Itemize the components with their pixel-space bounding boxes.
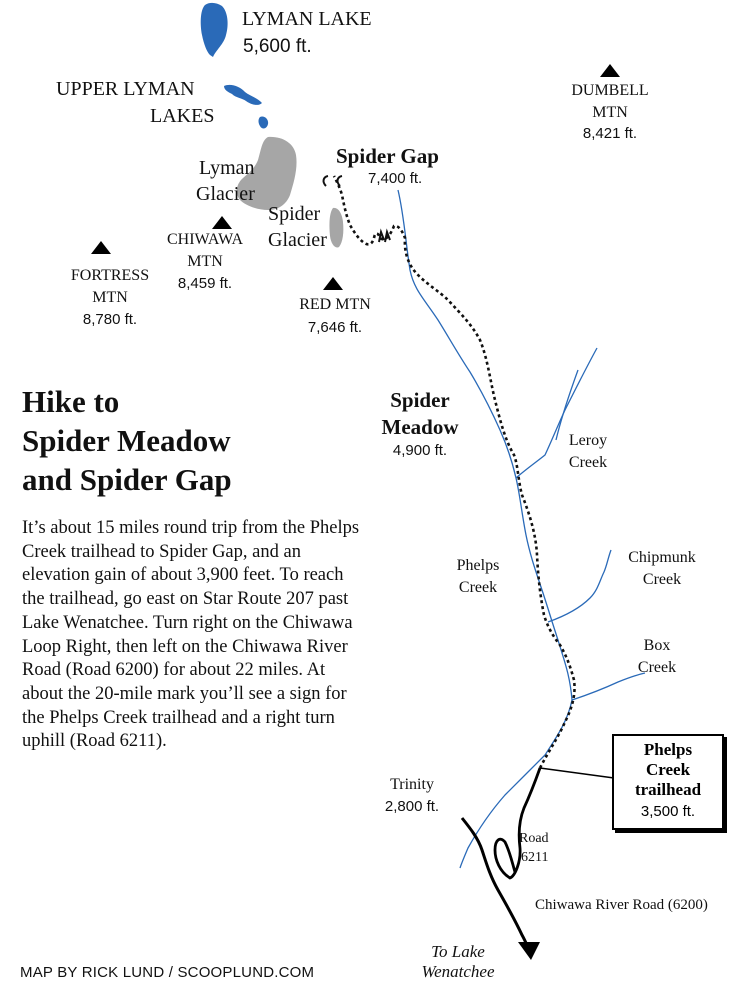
chiwawa-label-2: MTN bbox=[187, 253, 223, 270]
trailhead-label-3: trailhead bbox=[634, 780, 702, 799]
chipmunk-creek-label-1: Chipmunk bbox=[628, 549, 696, 566]
chipmunk-creek-line bbox=[548, 550, 611, 622]
spider-gap-elevation: 7,400 ft. bbox=[368, 170, 423, 187]
trailhead-label-1: Phelps bbox=[643, 740, 693, 759]
leroy-creek-label-2: Creek bbox=[568, 454, 608, 471]
chiwawa-river-road-label: Chiwawa River Road (6200) bbox=[535, 897, 708, 913]
chiwawa-label-1: CHIWAWA bbox=[166, 231, 244, 248]
spider-meadow-elevation: 4,900 ft. bbox=[392, 442, 448, 459]
to-lake-label-2: Wenatchee bbox=[421, 962, 495, 981]
dumbell-elevation: 8,421 ft. bbox=[582, 125, 638, 142]
lyman-lake-shape bbox=[201, 3, 228, 57]
lyman-lake-label: LYMAN LAKE bbox=[242, 8, 372, 30]
leroy-creek-label-1: Leroy bbox=[568, 432, 608, 449]
dumbell-label-2: MTN bbox=[592, 104, 628, 121]
trailhead-label-2: Creek bbox=[645, 760, 691, 779]
trailhead-label bbox=[614, 740, 722, 800]
lyman-glacier-label-1: Lyman bbox=[199, 157, 255, 179]
phelps-creek-label-1: Phelps bbox=[456, 557, 500, 574]
lyman-lake-elevation: 5,600 ft. bbox=[243, 36, 312, 57]
chiwawa-elevation: 8,459 ft. bbox=[177, 275, 233, 292]
road-6211-label-1: Road bbox=[519, 831, 549, 846]
fortress-elevation: 8,780 ft. bbox=[82, 311, 138, 328]
fortress-label-1: FORTRESS bbox=[70, 267, 150, 284]
spider-glacier-shape bbox=[329, 208, 343, 248]
to-lake-label-1: To Lake bbox=[431, 942, 485, 961]
spider-gap-label: Spider Gap bbox=[336, 144, 439, 168]
upper-lyman-lake-small-shape bbox=[259, 116, 269, 128]
map-title bbox=[22, 382, 232, 499]
chiwawa-peak-marker bbox=[212, 216, 232, 229]
spider-glacier-label-2: Glacier bbox=[268, 229, 327, 251]
road-6211-label-2: 6211 bbox=[521, 850, 549, 865]
dumbell-peak-marker bbox=[600, 64, 620, 77]
trinity-elevation: 2,800 ft. bbox=[384, 798, 440, 815]
box-creek-line bbox=[572, 673, 645, 700]
upper-lyman-label-2: LAKES bbox=[150, 105, 215, 127]
phelps-creek-line bbox=[398, 190, 572, 868]
chipmunk-creek-label-2: Creek bbox=[642, 571, 682, 588]
red-mtn-label: RED MTN bbox=[299, 296, 371, 313]
road-arrowhead bbox=[518, 942, 540, 960]
trailhead-callout-line bbox=[540, 768, 614, 778]
upper-lyman-lake-shape bbox=[224, 85, 262, 105]
spider-glacier-label-1: Spider bbox=[268, 203, 321, 225]
map-title-line-3: and Spider Gap bbox=[22, 462, 232, 497]
trinity-label: Trinity bbox=[390, 776, 434, 793]
spider-meadow-label-1: Spider bbox=[390, 388, 450, 412]
map-title-line-1: Hike to bbox=[22, 384, 120, 419]
map-credit: MAP BY RICK LUND / SCOOPLUND.COM bbox=[20, 964, 315, 981]
trail-switchback-3 bbox=[379, 232, 384, 242]
trail-switchback-1 bbox=[324, 176, 328, 186]
map-title-line-2: Spider Meadow bbox=[22, 423, 231, 458]
spider-meadow-label-2: Meadow bbox=[381, 415, 459, 439]
fortress-label-2: MTN bbox=[92, 289, 128, 306]
trailhead-elevation: 3,500 ft. bbox=[640, 803, 696, 820]
fortress-peak-marker bbox=[91, 241, 111, 254]
trailhead-callout bbox=[612, 734, 724, 830]
red-mtn-elevation: 7,646 ft. bbox=[307, 319, 363, 336]
trail-switchback-2 bbox=[338, 176, 342, 186]
red-peak-marker bbox=[323, 277, 343, 290]
trail-line bbox=[334, 176, 575, 768]
upper-lyman-label-1: UPPER LYMAN bbox=[56, 78, 195, 100]
box-creek-label-2: Creek bbox=[637, 659, 677, 676]
dumbell-label-1: DUMBELL bbox=[571, 82, 649, 99]
phelps-creek-label-2: Creek bbox=[458, 579, 498, 596]
box-creek-label-1: Box bbox=[643, 637, 671, 654]
trip-description: It’s about 15 miles round trip from the Phelps Creek trailhead to Spider Gap, and an elevation gain of about 3,900 feet. To reach the trailhead, go east on Star Route 207 past Lake Wenatchee. Turn right on the Chiwawa Loop Right, then left on the Chiwawa River Road (Road 6200) for about 22 miles. At about the 20-mile mark you’ll see a sign for the Phelps Creek trailhead and a right turn uphill (Road 6211). bbox=[22, 518, 360, 752]
creek-lines bbox=[398, 190, 645, 868]
lyman-glacier-label-2: Glacier bbox=[196, 183, 255, 205]
